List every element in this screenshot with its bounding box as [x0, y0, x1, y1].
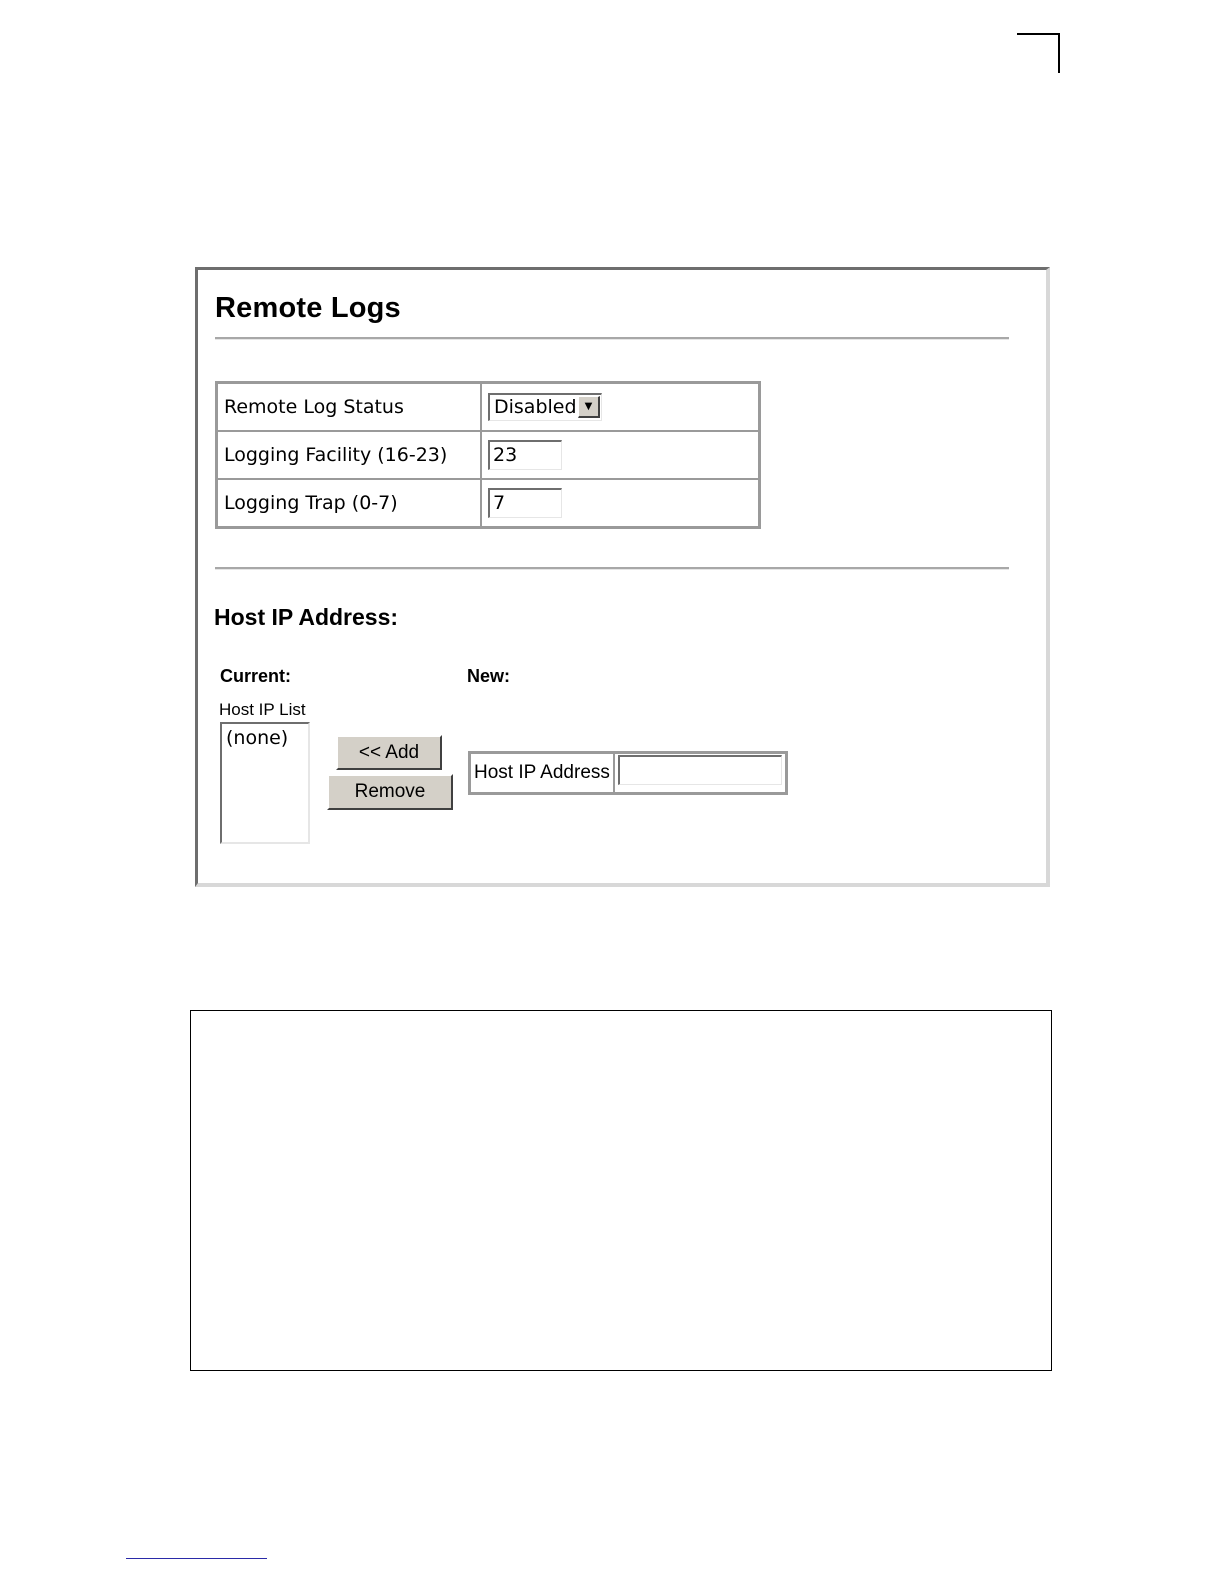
remote-log-status-value: Disabled — [494, 396, 577, 418]
table-row — [217, 479, 759, 527]
host-ip-listbox[interactable] — [220, 722, 310, 844]
host-ip-address-input[interactable] — [618, 755, 782, 785]
table-row — [217, 431, 759, 479]
footer-rule — [126, 1558, 267, 1559]
logging-facility-input[interactable]: 23 — [488, 440, 562, 470]
logging-trap-input[interactable]: 7 — [488, 488, 562, 518]
page-title: Remote Logs — [215, 292, 401, 324]
host-ip-address-label: Host IP Address — [470, 753, 614, 793]
chevron-down-icon[interactable]: ▼ — [578, 396, 600, 418]
remote-log-status-label: Remote Log Status — [217, 383, 481, 431]
remote-logs-panel — [195, 267, 1050, 887]
empty-content-box — [190, 1010, 1052, 1371]
logging-facility-cell — [481, 431, 759, 479]
host-ip-address-cell — [614, 753, 786, 793]
remote-log-status-select[interactable] — [488, 393, 602, 421]
table-row — [217, 383, 759, 431]
remove-button[interactable]: Remove — [327, 774, 453, 810]
add-button[interactable]: << Add — [336, 735, 442, 770]
current-label: Current: — [220, 666, 291, 686]
logging-trap-label: Logging Trap (0-7) — [217, 479, 481, 527]
remote-log-status-cell — [481, 383, 759, 431]
divider-middle — [215, 567, 1009, 570]
settings-table — [215, 381, 761, 529]
new-label: New: — [467, 666, 511, 686]
page-corner-mark — [1017, 33, 1060, 73]
list-item[interactable]: (none) — [226, 727, 289, 749]
divider-top — [215, 337, 1009, 340]
logging-facility-label: Logging Facility (16-23) — [217, 431, 481, 479]
table-row — [470, 753, 786, 793]
host-ip-list-caption: Host IP List — [219, 700, 306, 719]
logging-trap-cell — [481, 479, 759, 527]
new-host-ip-table — [468, 751, 788, 795]
host-ip-section-title: Host IP Address: — [214, 604, 399, 630]
